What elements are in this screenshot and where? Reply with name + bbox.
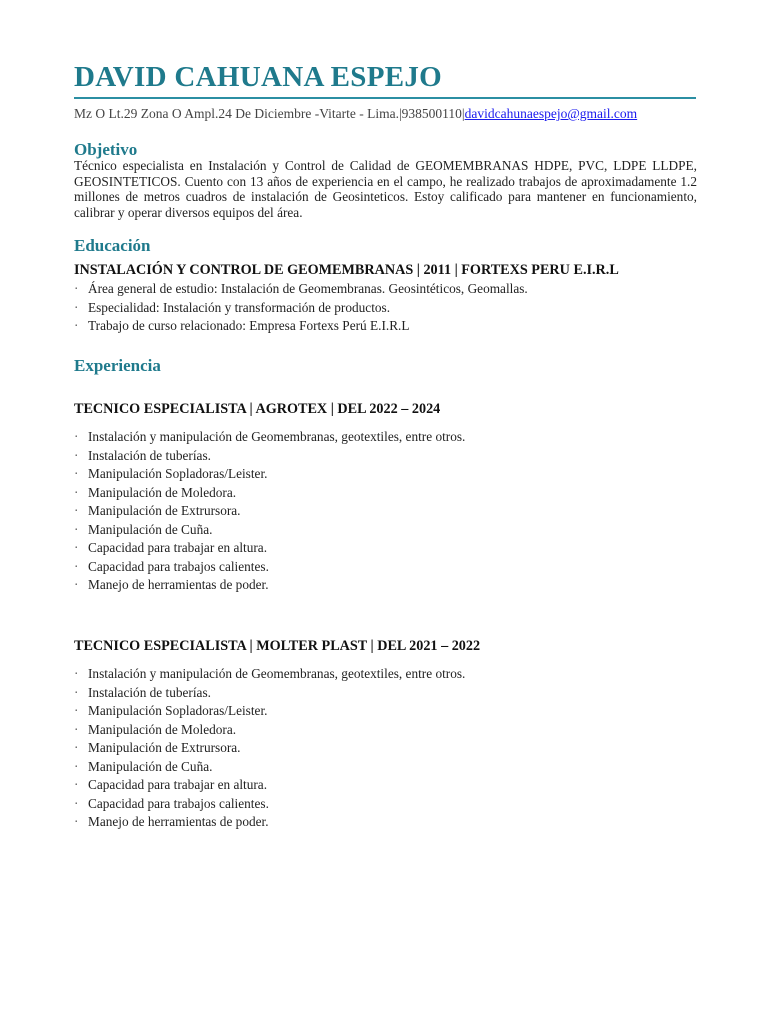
list-item: · Instalación de tuberías. — [74, 684, 465, 703]
list-item: · Especialidad: Instalación y transformación de productos. — [74, 299, 528, 318]
contact-line — [74, 105, 637, 123]
list-item: · Instalación de tuberías. — [74, 447, 465, 466]
job-list-molter-plast — [74, 665, 465, 832]
list-item: · Capacidad para trabajar en altura. — [74, 539, 465, 558]
job-list-agrotex — [74, 428, 465, 595]
candidate-name: DAVID CAHUANA ESPEJO — [74, 61, 443, 93]
list-item: · Manipulación de Moledora. — [74, 721, 465, 740]
list-item: · Instalación y manipulación de Geomembranas, geotextiles, entre otros. — [74, 665, 465, 684]
objective-text: Técnico especialista en Instalación y Control de Calidad de GEOMEMBRANAS HDPE, PVC, LDPE LLDPE, GEOSINTETICOS. Cuento con 13 años de experiencia en el campo, he realizado trabajos de aproximadamente 1.2 millones de metros cuadros de instalación de Geosinteticos. Estoy calificado para mantener en funcionamiento, calibrar y operar diversos equipos del área. — [74, 158, 697, 220]
job-heading-molter-plast: TECNICO ESPECIALISTA | MOLTER PLAST | DEL 2021 – 2022 — [74, 638, 481, 654]
job-heading-agrotex: TECNICO ESPECIALISTA | AGROTEX | DEL 2022 – 2024 — [74, 401, 441, 417]
list-item: · Manipulación de Extrursora. — [74, 502, 465, 521]
experience-title: Experiencia — [74, 356, 161, 375]
list-item: · Capacidad para trabajar en altura. — [74, 776, 465, 795]
list-item: · Manejo de herramientas de poder. — [74, 813, 465, 832]
list-item: · Capacidad para trabajos calientes. — [74, 558, 465, 577]
header-divider — [74, 97, 696, 99]
address-phone: Mz O Lt.29 Zona O Ampl.24 De Diciembre -Vitarte - Lima.|938500110| — [74, 106, 465, 121]
list-item: · Manipulación de Cuña. — [74, 758, 465, 777]
list-item: · Instalación y manipulación de Geomembranas, geotextiles, entre otros. — [74, 428, 465, 447]
list-item: · Manejo de herramientas de poder. — [74, 576, 465, 595]
list-item: · Manipulación Sopladoras/Leister. — [74, 702, 465, 721]
objective-title: Objetivo — [74, 140, 138, 159]
email-link[interactable]: davidcahunaespejo@gmail.com — [464, 106, 638, 121]
list-item: · Manipulación de Extrursora. — [74, 739, 465, 758]
education-list — [74, 280, 528, 336]
list-item: · Manipulación de Cuña. — [74, 521, 465, 540]
list-item: · Trabajo de curso relacionado: Empresa Fortexs Perú E.I.R.L — [74, 317, 528, 336]
list-item: · Capacidad para trabajos calientes. — [74, 795, 465, 814]
education-heading: INSTALACIÓN Y CONTROL DE GEOMEMBRANAS | 2011 | FORTEXS PERU E.I.R.L — [74, 262, 619, 278]
list-item: · Manipulación de Moledora. — [74, 484, 465, 503]
list-item: · Área general de estudio: Instalación de Geomembranas. Geosintéticos, Geomallas. — [74, 280, 528, 299]
list-item: · Manipulación Sopladoras/Leister. — [74, 465, 465, 484]
education-title: Educación — [74, 236, 151, 255]
